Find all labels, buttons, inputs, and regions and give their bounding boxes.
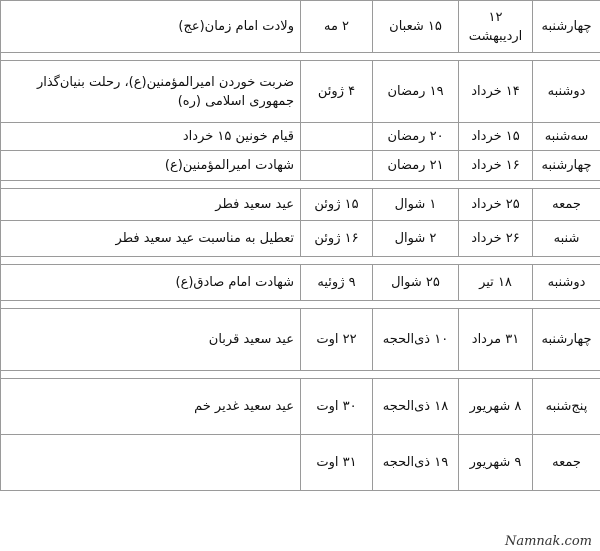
day-cell: پنج‌شنبه	[533, 379, 600, 435]
qamari-date-cell: ۱۹ ذی‌الحجه	[373, 435, 459, 491]
row-spacer	[1, 53, 600, 61]
row-spacer	[1, 371, 600, 379]
miladi-date-cell: ۹ ژوئیه	[301, 265, 373, 301]
shamsi-date-cell: ۹ شهریور	[459, 435, 533, 491]
shamsi-date-cell: ۸ شهریور	[459, 379, 533, 435]
miladi-date-cell: ۲ مه	[301, 1, 373, 53]
shamsi-date-cell: ۱۴ خرداد	[459, 61, 533, 123]
shamsi-date-cell: ۱۲ اردیبهشت	[459, 1, 533, 53]
day-cell: چهارشنبه	[533, 151, 600, 181]
shamsi-date-cell: ۱۸ تیر	[459, 265, 533, 301]
shamsi-date-cell: ۲۶ خرداد	[459, 221, 533, 257]
event-cell: شهادت امیرالمؤمنین(ع)	[1, 151, 301, 181]
day-cell: جمعه	[533, 435, 600, 491]
table-row	[1, 309, 600, 371]
shamsi-date-cell: ۱۶ خرداد	[459, 151, 533, 181]
event-cell: عید سعید فطر	[1, 189, 301, 221]
table-row	[1, 265, 600, 301]
table-row	[1, 123, 600, 151]
qamari-date-cell: ۱۸ ذی‌الحجه	[373, 379, 459, 435]
event-cell: شهادت امام صادق(ع)	[1, 265, 301, 301]
qamari-date-cell: ۱ شوال	[373, 189, 459, 221]
day-cell: دوشنبه	[533, 61, 600, 123]
row-spacer	[1, 181, 600, 189]
qamari-date-cell: ۲۱ رمضان	[373, 151, 459, 181]
shamsi-date-cell: ۳۱ مرداد	[459, 309, 533, 371]
table-row	[1, 1, 600, 53]
miladi-date-cell: ۳۰ اوت	[301, 379, 373, 435]
miladi-date-cell	[301, 151, 373, 181]
day-cell: سه‌شنبه	[533, 123, 600, 151]
qamari-date-cell: ۲۵ شوال	[373, 265, 459, 301]
miladi-date-cell: ۴ ژوئن	[301, 61, 373, 123]
site-watermark: Namnak.com	[504, 534, 592, 549]
event-cell: تعطیل به مناسبت عید سعید فطر	[1, 221, 301, 257]
miladi-date-cell	[301, 123, 373, 151]
day-cell: چهارشنبه	[533, 309, 600, 371]
qamari-date-cell: ۱۰ ذی‌الحجه	[373, 309, 459, 371]
table-row	[1, 61, 600, 123]
table-row	[1, 435, 600, 491]
table-row	[1, 189, 600, 221]
event-cell: عید سعید قربان	[1, 309, 301, 371]
qamari-date-cell: ۱۵ شعبان	[373, 1, 459, 53]
miladi-date-cell: ۳۱ اوت	[301, 435, 373, 491]
qamari-date-cell: ۱۹ رمضان	[373, 61, 459, 123]
shamsi-date-cell: ۲۵ خرداد	[459, 189, 533, 221]
miladi-date-cell: ۲۲ اوت	[301, 309, 373, 371]
row-spacer	[1, 257, 600, 265]
table-row	[1, 151, 600, 181]
event-cell: ضربت خوردن امیرالمؤمنین(ع)، رحلت بنیان‌گذار جمهوری اسلامی (ره)	[1, 61, 301, 123]
day-cell: شنبه	[533, 221, 600, 257]
event-cell	[1, 435, 301, 491]
table-row	[1, 221, 600, 257]
qamari-date-cell: ۲ شوال	[373, 221, 459, 257]
day-cell: چهارشنبه	[533, 1, 600, 53]
shamsi-date-cell: ۱۵ خرداد	[459, 123, 533, 151]
event-cell: قیام خونین ۱۵ خرداد	[1, 123, 301, 151]
miladi-date-cell: ۱۶ ژوئن	[301, 221, 373, 257]
row-spacer	[1, 301, 600, 309]
event-cell: ولادت امام زمان(عج)	[1, 1, 301, 53]
table-row	[1, 379, 600, 435]
day-cell: دوشنبه	[533, 265, 600, 301]
day-cell: جمعه	[533, 189, 600, 221]
qamari-date-cell: ۲۰ رمضان	[373, 123, 459, 151]
event-cell: عید سعید غدیر خم	[1, 379, 301, 435]
miladi-date-cell: ۱۵ ژوئن	[301, 189, 373, 221]
